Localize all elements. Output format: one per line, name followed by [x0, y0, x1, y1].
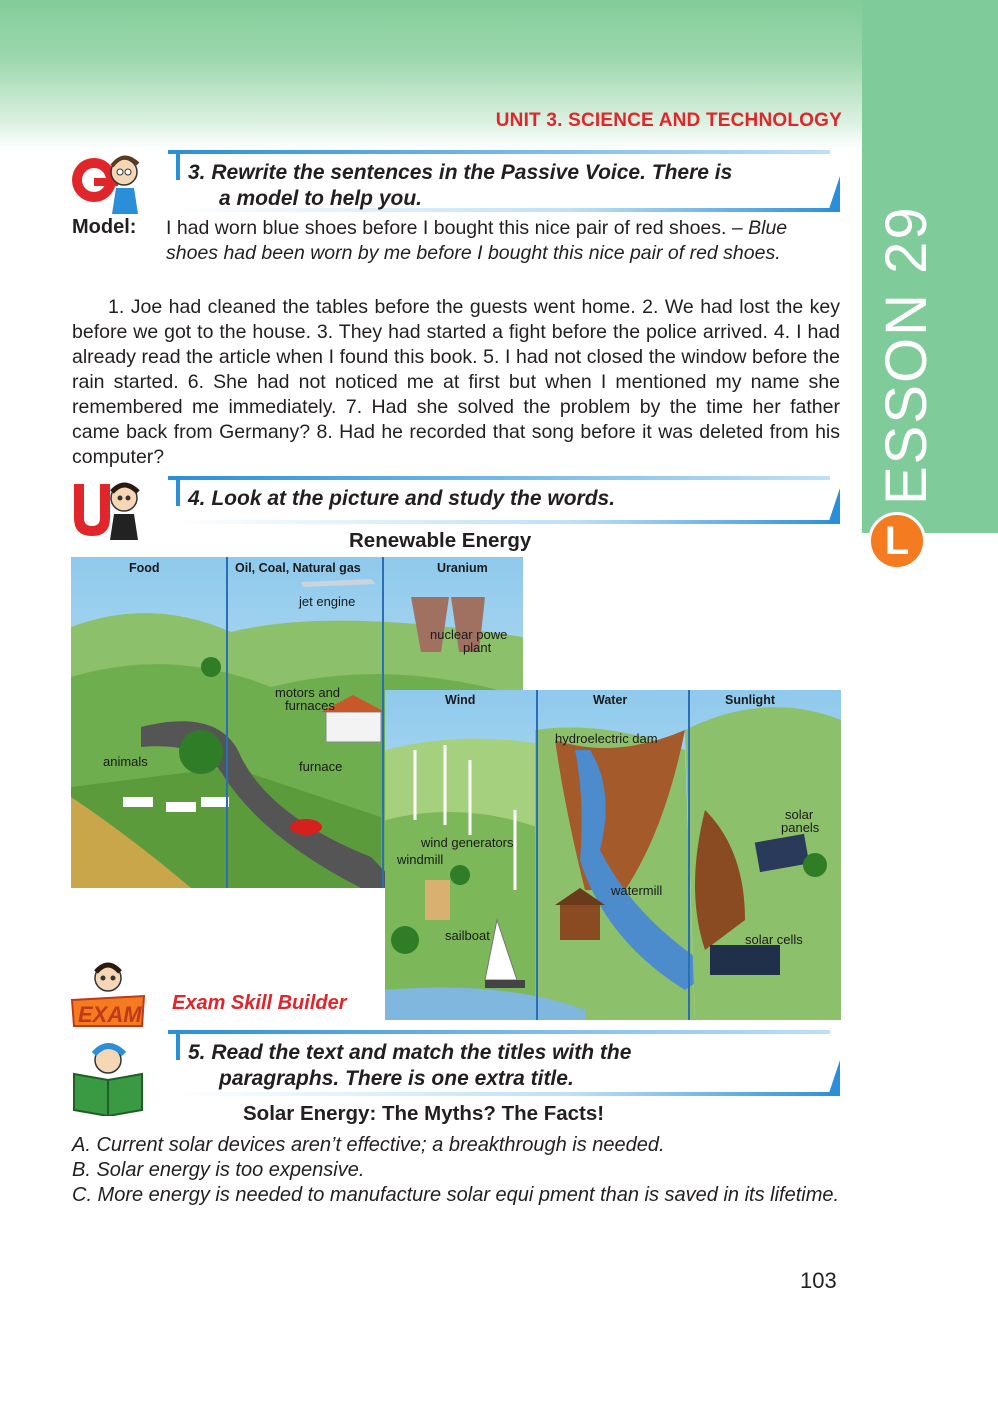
solar-panels-label-1: solar: [785, 807, 814, 822]
model-label: Model:: [72, 216, 137, 238]
title-options: [72, 1133, 842, 1208]
reading-icon: [68, 1040, 148, 1116]
task-4-banner: [168, 476, 840, 524]
task-4-instruction: 4. Look at the picture and study the words.: [188, 487, 616, 510]
unit-title: UNIT 3. SCIENCE AND TECHNOLOGY: [495, 110, 842, 131]
task-3-instruction: 3. Rewrite the sentences in the Passive Voice. There is a model to help you.: [188, 161, 733, 210]
motors-label-1: motors and: [275, 685, 341, 700]
task-5-banner: [168, 1030, 840, 1096]
solar-panels-label-2: panels: [781, 820, 820, 835]
task-5-instruction: 5. Read the text and match the titles with the paragraphs. There is one extra title.: [188, 1041, 632, 1090]
title-option-c: C. More energy is needed to manufacture solar equi pment than is saved in its lifetime.: [72, 1184, 840, 1206]
solar-cells-label: solar cells: [745, 932, 803, 947]
grammar-icon: [68, 148, 148, 218]
task-3-sentences: 1. Joe had cleaned the tables before the guests went home. 2. We had lost the key before we got to the house. 3. They had started a fight before the police arrived. 4. I had already read the article when I found this book. 5. I had not closed the window before the rain started. 6. She had not noticed me at first but when I mentioned my name she remembered me immediately. 7. Had she solved the problem by the time her father came back from Germany? 8. Had he recorded that song before it was deleted from his computer?: [72, 296, 840, 468]
page-number: 103: [800, 1268, 837, 1293]
panel-sunlight-label: Sunlight: [725, 693, 775, 707]
lesson-initial-badge: L: [868, 512, 926, 570]
exam-icon: [68, 960, 148, 1030]
animals-label: animals: [103, 754, 148, 769]
panel-uranium-label: Uranium: [437, 561, 488, 575]
vocabulary-icon: [66, 474, 148, 544]
furnace-label: furnace: [299, 759, 343, 774]
renewable-energy-illustration: [385, 690, 841, 1020]
exam-skill-builder-label: Exam Skill Builder: [172, 992, 347, 1014]
model-answer: Blue shoes had been worn by me before I bought this nice pair of red shoes.: [166, 217, 788, 264]
hydroelectric-dam-label: hydroelectric dam: [555, 731, 658, 746]
wind-generators-label: wind generators: [421, 835, 514, 850]
watermill-label: watermill: [611, 883, 663, 898]
model-example: [166, 216, 841, 266]
panel-fossil-label: Oil, Coal, Natural gas: [235, 561, 361, 575]
windmill-label: windmill: [397, 852, 444, 867]
panel-food-label: Food: [129, 561, 160, 575]
panel-water-label: Water: [593, 693, 628, 707]
task-3-banner: [168, 150, 840, 212]
nuclear-label-1: nuclear powe: [430, 627, 508, 642]
panel-wind-label: Wind: [445, 693, 476, 707]
title-option-b: B. Solar energy is too expensive.: [72, 1159, 365, 1181]
picture-title: Renewable Energy: [349, 529, 532, 552]
model-sentence: I had worn blue shoes before I bought this nice pair of red shoes. –: [166, 217, 743, 239]
motors-label-2: furnaces: [285, 698, 335, 713]
jet-engine-label: jet engine: [299, 594, 356, 609]
nuclear-label-2: plant: [463, 640, 492, 655]
exam-icon-text: EXAM: [78, 1002, 142, 1027]
lesson-number: ESSON 29: [874, 205, 939, 505]
title-option-a: A. Current solar devices aren’t effective; a breakthrough is needed.: [72, 1134, 665, 1156]
text-title: Solar Energy: The Myths? The Facts!: [243, 1102, 605, 1125]
sailboat-label: sailboat: [445, 928, 490, 943]
